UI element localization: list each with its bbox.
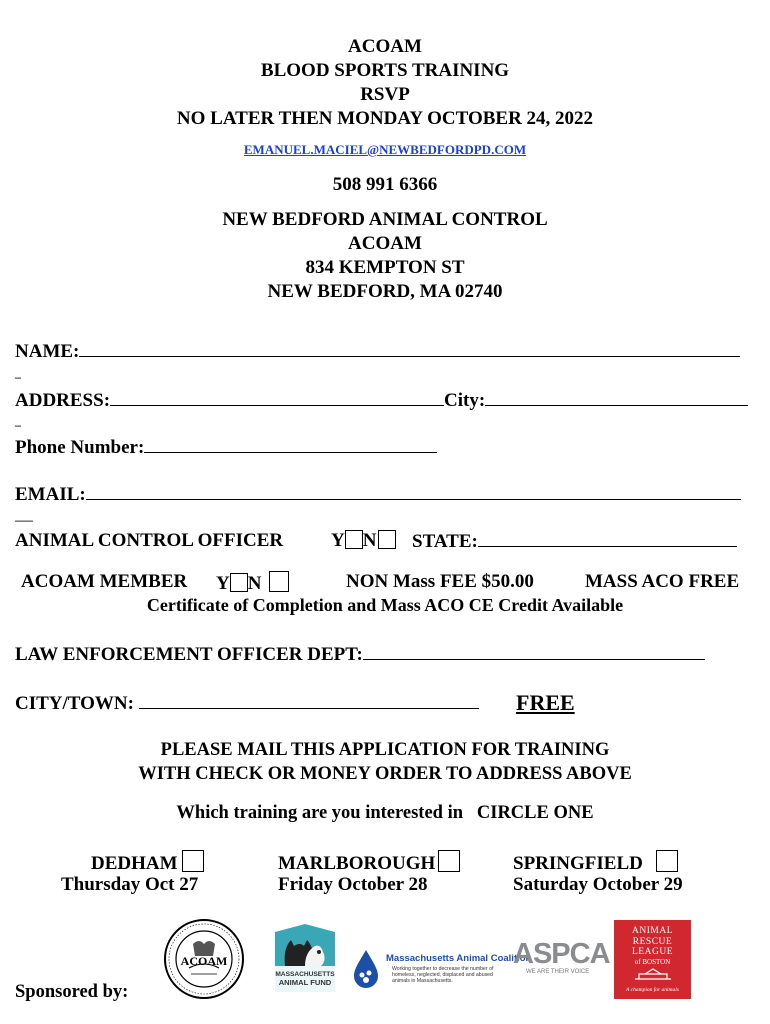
mail-instructions-1: PLEASE MAIL THIS APPLICATION FOR TRAINING [160,740,610,760]
acoam-seal-logo [163,918,245,1000]
aspca-tagline: WE ARE THEIR VOICE [526,969,590,975]
email-field[interactable] [86,483,741,500]
springfield-checkbox[interactable] [656,850,678,872]
session-dedham [91,850,204,875]
line-wrap-mark: ___ [15,509,33,523]
arl-line1: ANIMAL [632,926,673,936]
leo-label: LAW ENFORCEMENT OFFICER DEPT: [15,644,363,665]
member-no-checkbox[interactable] [269,571,289,592]
citytown-label: CITY/TOWN: [15,693,134,714]
aco-yes-no [331,530,396,552]
mac-drop-icon [351,948,381,988]
massachusetts-animal-fund-logo [271,922,339,998]
svg-text:MASSACHUSETTS: MASSACHUSETTS [275,971,335,978]
email-label: EMAIL: [15,484,86,505]
leo-field-row [15,643,705,666]
state-label: STATE: [412,531,478,552]
city-label: City: [444,390,486,411]
session-date: Friday October 28 [278,874,428,895]
title-rsvp: RSVP [360,84,410,105]
address-acoam: ACOAM [348,233,422,254]
aco-yes-label: Y [331,530,345,551]
address-street: 834 KEMPTON ST [305,257,465,278]
member-yes-no [216,571,289,595]
arl-building-icon [633,968,673,980]
line-wrap-mark: _ [15,414,21,428]
fee-mass: MASS ACO FREE [585,571,740,592]
mac-tagline: Working together to decrease the number of homeless, neglected, displaced and abused animals in Massachusetts. [392,966,494,984]
aco-yes-checkbox[interactable] [345,530,363,549]
state-field[interactable] [478,530,737,547]
arl-line4: of BOSTON [634,957,671,966]
aco-no-label: N [362,530,377,551]
phone-label: Phone Number: [15,437,145,458]
dedham-checkbox[interactable] [182,850,204,872]
address-field-row [15,389,748,412]
contact-phone: 508 991 6366 [332,174,438,195]
session-location: MARLBOROUGH [278,853,436,874]
state-field-row [412,530,737,553]
address-city: NEW BEDFORD, MA 02740 [267,281,503,302]
title-acoam: ACOAM [348,36,422,57]
session-marlborough [278,850,460,875]
training-choice-prompt: Which training are you interested in CIRCLE ONE [176,803,594,823]
session-date: Thursday Oct 27 [61,874,199,895]
aco-no-checkbox[interactable] [378,530,396,549]
member-yes-checkbox[interactable] [230,573,248,592]
marlborough-checkbox[interactable] [438,850,460,872]
member-no-label: N [247,573,262,594]
address-field[interactable] [110,389,444,406]
arl-line3: LEAGUE [632,947,673,957]
member-label: ACOAM MEMBER [21,571,188,592]
phone-field[interactable] [144,436,437,453]
svg-text:ANIMAL FUND: ANIMAL FUND [278,978,332,987]
aco-label: ANIMAL CONTROL OFFICER [15,530,284,551]
aspca-logo: ASPCA [513,938,610,970]
mail-instructions-2: WITH CHECK OR MONEY ORDER TO ADDRESS ABOVE [138,764,632,784]
session-date: Saturday October 29 [513,874,683,895]
session-location: SPRINGFIELD [513,853,643,874]
address-org: NEW BEDFORD ANIMAL CONTROL [222,209,548,230]
free-label: FREE [516,690,575,715]
contact-email-link[interactable]: EMANUEL.MACIEL@NEWBEDFORDPD.COM [243,142,527,157]
city-field[interactable] [485,389,748,406]
citytown-field[interactable] [139,692,479,709]
rsvp-deadline: NO LATER THEN MONDAY OCTOBER 24, 2022 [176,108,594,129]
certificate-note: Certificate of Completion and Mass ACO CE Credit Available [146,595,624,615]
name-field[interactable] [79,340,740,357]
name-field-row [15,340,740,363]
line-wrap-mark: _ [15,366,21,380]
fee-non-mass: NON Mass FEE $50.00 [346,571,534,592]
address-label: ADDRESS: [15,390,111,411]
email-field-row [15,483,741,506]
arl-line2: RESCUE [632,936,673,947]
session-springfield [513,850,678,875]
sponsored-by-label: Sponsored by: [15,982,129,1002]
mac-name: Massachusetts Animal Coalition [386,953,532,964]
name-label: NAME: [15,341,80,362]
session-location: DEDHAM [91,853,178,874]
svg-text:ACOAM: ACOAM [180,954,228,968]
member-yes-label: Y [216,573,230,594]
leo-dept-field[interactable] [363,643,705,660]
arl-boston-logo [614,920,691,999]
arl-tagline: A champion for animals [626,986,679,993]
title-training: BLOOD SPORTS TRAINING [260,60,510,81]
phone-field-row [15,436,437,459]
citytown-field-row [15,692,479,715]
